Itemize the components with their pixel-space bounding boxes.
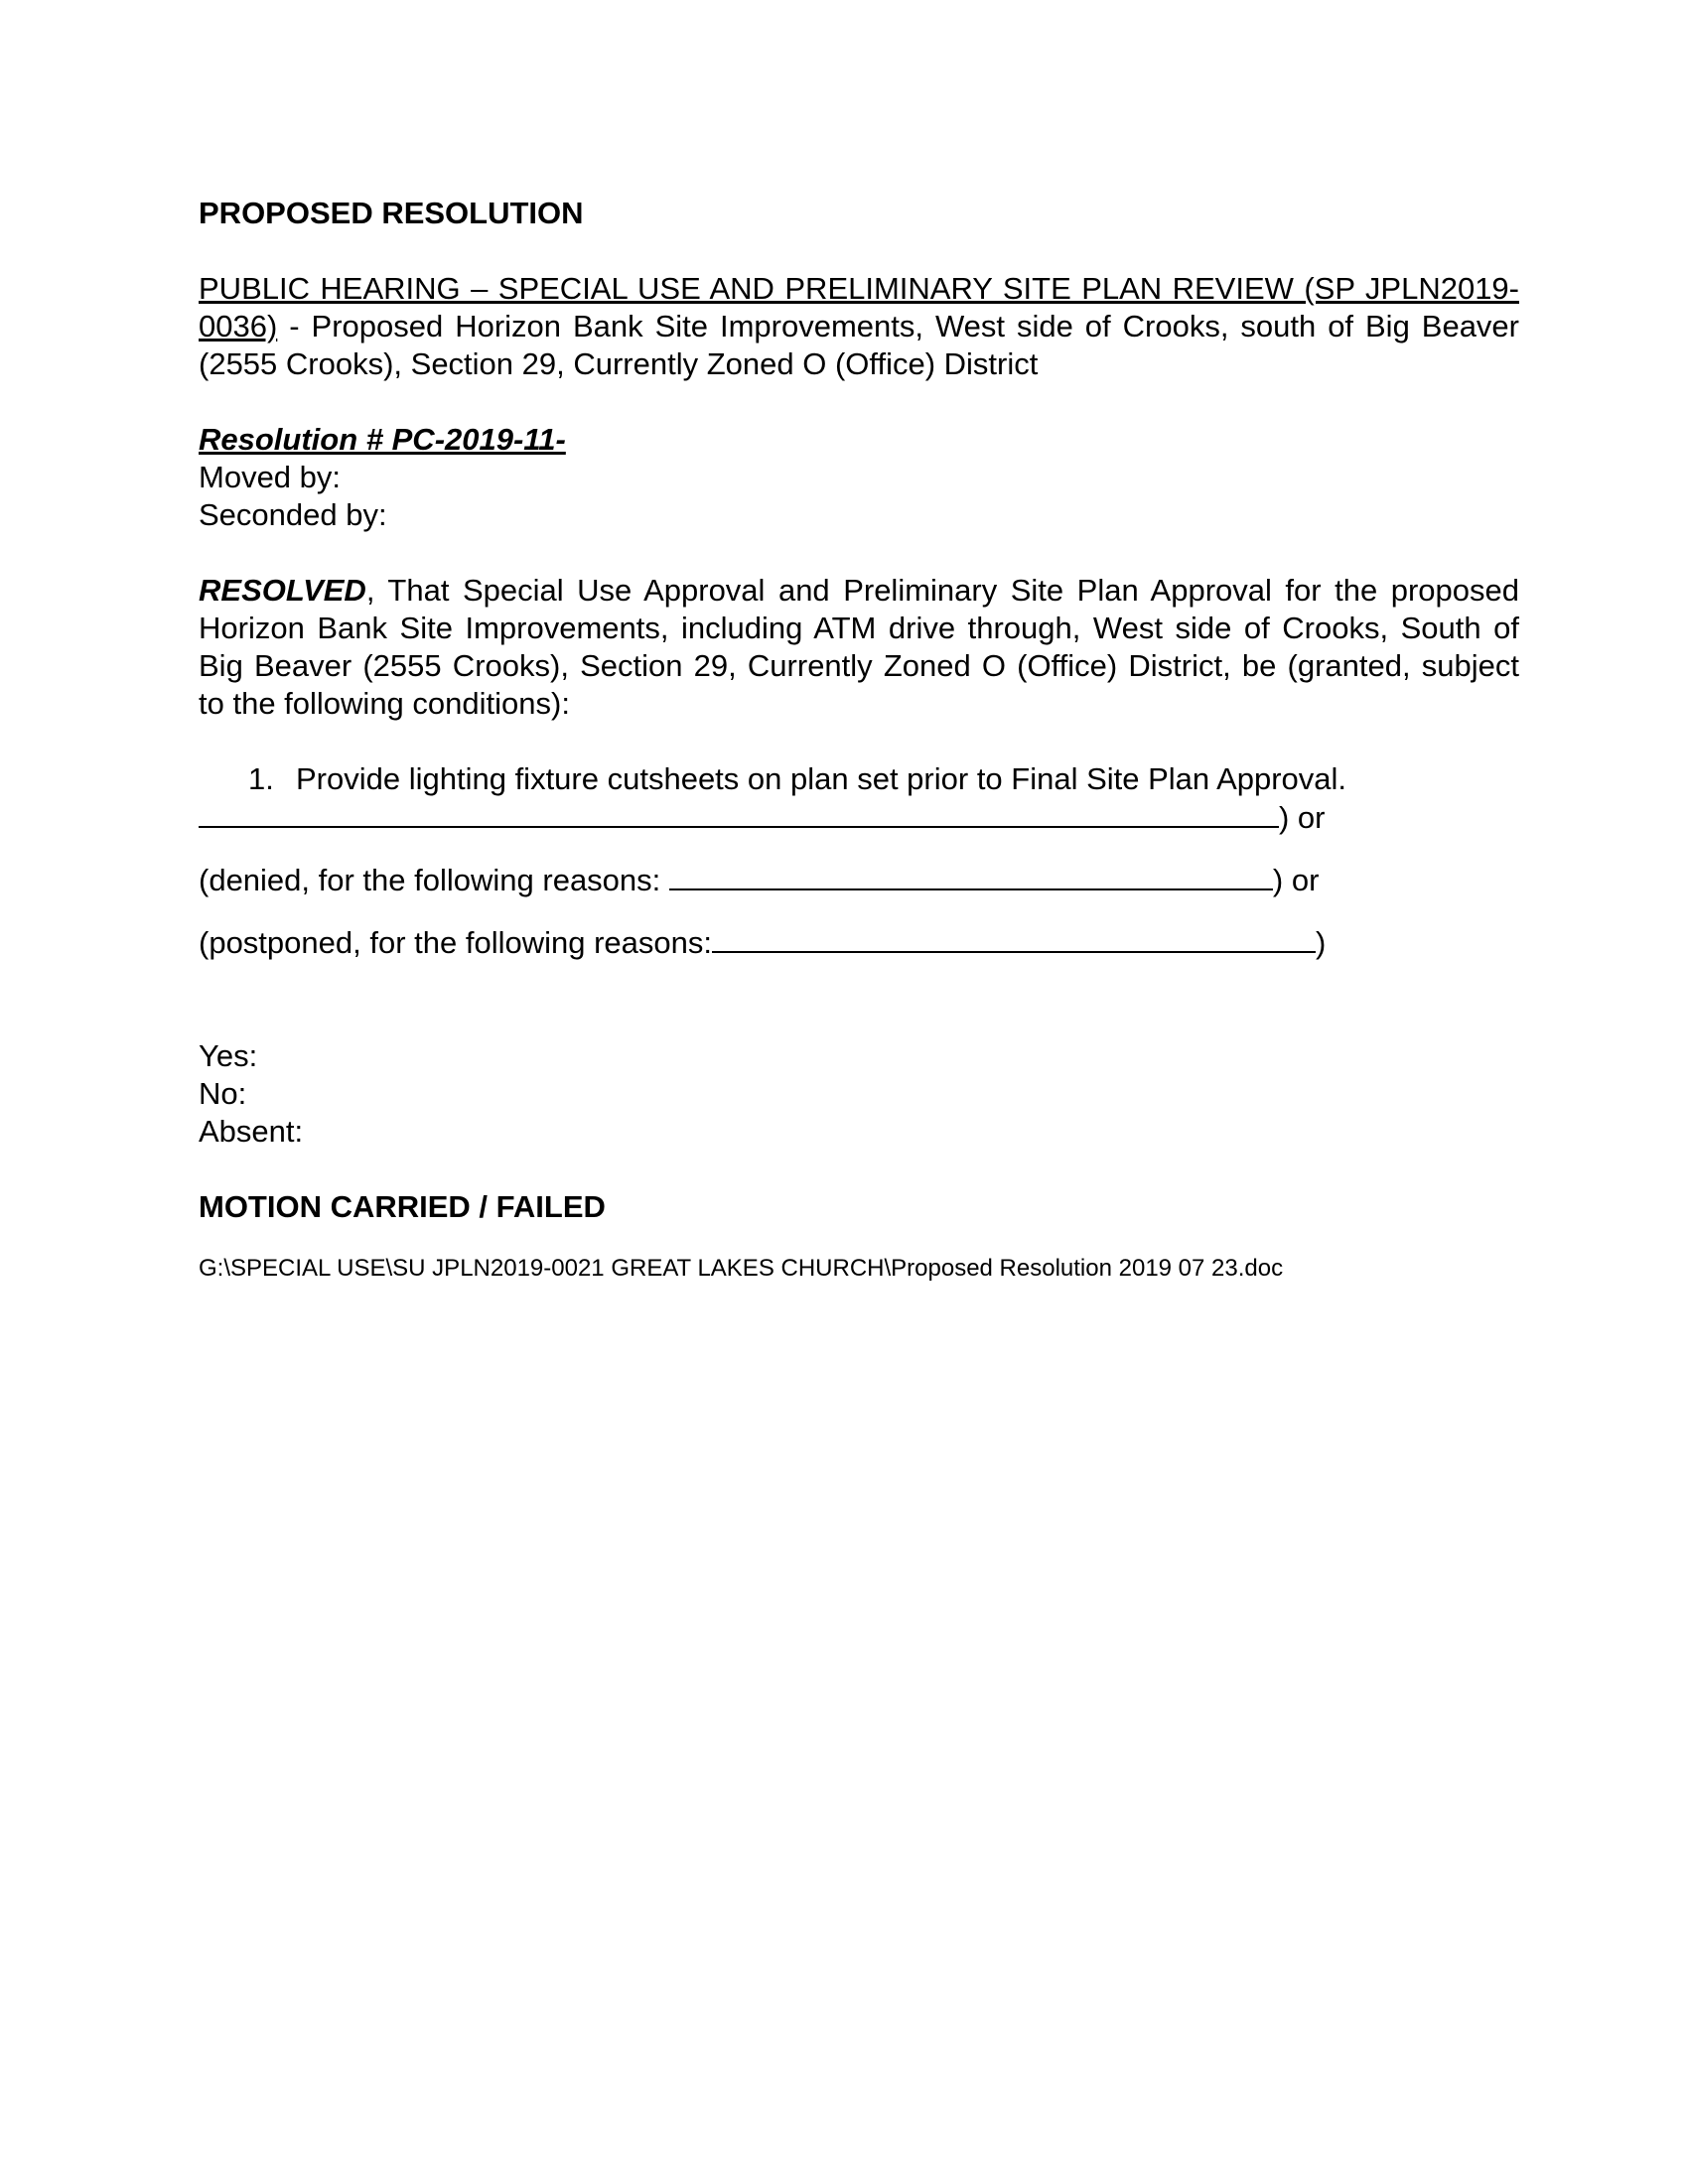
public-hearing-underlined: PUBLIC HEARING – SPECIAL USE AND PRELIMINARY SITE PLAN REVIEW (SP JPLN2019-0036) xyxy=(199,271,1519,343)
vote-absent-label: Absent: xyxy=(199,1114,304,1149)
motion-result: MOTION CARRIED / FAILED xyxy=(199,1189,606,1224)
postponed-label: (postponed, for the following reasons: xyxy=(199,925,712,960)
moved-by-label: Moved by: xyxy=(199,460,342,494)
postponed-line xyxy=(199,923,1519,962)
denied-close-text: ) or xyxy=(1272,863,1320,897)
postponed-close-text: ) xyxy=(1315,925,1327,960)
denied-line xyxy=(199,861,1519,899)
conditions-list xyxy=(199,760,1519,798)
vote-no-label: No: xyxy=(199,1076,247,1111)
file-path-footer: G:\SPECIAL USE\SU JPLN2019-0021 GREAT LAKES CHURCH\Proposed Resolution 2019 07 23.doc xyxy=(199,1255,1284,1282)
resolved-text: , That Special Use Approval and Preliminary Site Plan Approval for the proposed Horizon Bank Site Improvements, including ATM drive through, West side of Crooks, South of Big Beaver (2555 Crooks), Section 29, Currently Zoned O (Office) District, be (granted, subject to the following conditions): xyxy=(199,573,1519,721)
postponed-reasons-blank xyxy=(712,923,1316,953)
condition-number: 1. xyxy=(248,761,274,796)
resolved-paragraph xyxy=(199,572,1519,723)
granted-close-text: ) or xyxy=(1279,800,1326,835)
document-title: PROPOSED RESOLUTION xyxy=(199,196,584,230)
granted-conditions-blank xyxy=(199,798,1279,828)
denied-label: (denied, for the following reasons: xyxy=(199,863,669,897)
vote-tally xyxy=(199,1037,1519,1151)
condition-item xyxy=(199,760,1519,798)
resolved-keyword: RESOLVED xyxy=(199,573,366,608)
resolution-number: Resolution # PC-2019-11- xyxy=(199,422,566,457)
condition-text: Provide lighting fixture cutsheets on plan set prior to Final Site Plan Approval. xyxy=(296,761,1347,796)
denied-reasons-blank xyxy=(669,861,1273,890)
granted-blank-line xyxy=(199,798,1519,837)
public-hearing-description: - Proposed Horizon Bank Site Improvements, West side of Crooks, south of Big Beaver (2555 Crooks), Section 29, Currently Zoned O (Office) District xyxy=(199,309,1519,381)
seconded-by-label: Seconded by: xyxy=(199,497,387,532)
vote-yes-label: Yes: xyxy=(199,1038,258,1073)
public-hearing-heading xyxy=(199,270,1519,383)
document-page xyxy=(199,195,1519,1284)
